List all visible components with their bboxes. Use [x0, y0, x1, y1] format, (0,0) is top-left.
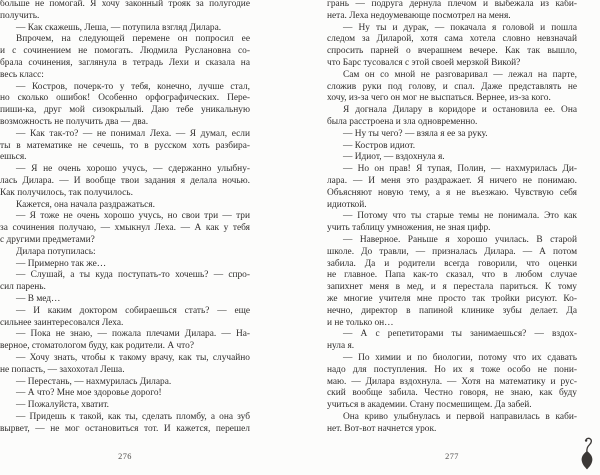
- text-line: — А что? Мне мое здоровье дорого!: [16, 388, 162, 399]
- text-line: — Костров, почерк-то у тебя, конечно, лучше стал,: [16, 81, 250, 92]
- text-line: Кажется, она начала раздражаться.: [16, 199, 155, 210]
- sprout-flourish-icon: [577, 437, 597, 470]
- text-line: с другими предметами?: [0, 234, 95, 245]
- text-line: — Слушай, а ты куда поступать-то хочешь? — спро-: [16, 270, 250, 281]
- text-line: брала сочинения, заглянула в тетрадь Лехи и сказала на: [0, 57, 250, 68]
- page-number-left: 276: [118, 452, 132, 461]
- text-line: — Я тоже не очень хорошо учусь, но свои три — три: [16, 211, 250, 222]
- text-line: — Как так-то? — не понимал Леха. — Я думал, если: [16, 128, 250, 139]
- text-line: — Пожалуйста, хватит.: [16, 400, 110, 411]
- text-line: Она криво улыбнулась и первой направилась в каби-: [343, 411, 577, 422]
- text-line: весь класс:: [0, 69, 44, 80]
- text-line: лась Дилара. — И вообще твои задания я делала ночью.: [0, 175, 250, 186]
- text-line: но сколько ошибок! Особенно орфографических. Пере-: [0, 93, 250, 104]
- text-line: — Примерно так же…: [16, 258, 107, 269]
- text-line: нета. Леха недоумевающе посмотрел на меня.: [327, 10, 511, 21]
- text-line: пиши-ка, друг мой сизокрылый. Даю тебе уникальную: [0, 105, 250, 116]
- text-line: — Ну ты чего? — взяла я ее за руку.: [343, 128, 488, 139]
- text-line: была расстроена и зла одновременно.: [327, 116, 478, 127]
- text-line: и с сочинением не помогать. Людмила Руслановна со-: [0, 46, 250, 57]
- text-line: не попасть, — захохотал Леша.: [0, 364, 125, 375]
- text-line: следом за Диларой, хотя сама хотела словно невзначай: [327, 34, 577, 45]
- text-line: забила. Да и родители всегда говорили, что оценки: [327, 258, 577, 269]
- text-line: — Ну ты и дурак, — покачала я головой и пошла: [343, 22, 577, 33]
- text-line: Дилара потупилась:: [16, 246, 96, 257]
- text-line: за сочинения получаю, — хмыкнул Леха. — А как у тебя: [0, 223, 250, 234]
- text-line: школе. До травли, — призналась Дилара. — А потом: [327, 246, 577, 257]
- text-line: ский вообще забила. Честно говоря, не знаю, как буду: [327, 388, 577, 399]
- left-page-text: [0, 0, 250, 435]
- text-line: сложив руки под голову, и спал. Даже представлять не: [327, 81, 577, 92]
- text-line: — Костров идиот.: [343, 140, 416, 151]
- text-line: грань — подруга дернула плечом и выбежала из каби-: [327, 0, 577, 9]
- text-line: — Идиот, — вздохнула я.: [343, 152, 445, 163]
- page-number-right: 277: [445, 452, 459, 461]
- text-line: и не только он…: [327, 317, 394, 328]
- text-line: Я догнала Дилару в коридоре и остановила ее. Она: [343, 105, 577, 116]
- text-line: Объясняют новую тему, а я не въезжаю. Чувствую себя: [327, 187, 577, 198]
- text-line: нула я.: [327, 341, 355, 352]
- text-line: — Как скажешь, Леша, — потупила взгляд Дилара.: [16, 22, 222, 33]
- text-line: больше не помогай. Я хочу законный трояк за полугодие: [0, 0, 250, 9]
- text-line: получить.: [0, 10, 40, 21]
- text-line: надо для поступления. Но их я тоже особо не пони-: [327, 364, 577, 375]
- right-page-text: [327, 0, 577, 435]
- text-line: сильнее заинтересовался Леха.: [0, 317, 124, 328]
- text-line: нет. Вот-вот начнется урок.: [327, 423, 437, 434]
- text-line: — Потому что ты старые темы не понимала. Это как: [343, 211, 577, 222]
- text-line: — Пока не знаю, — пожала плечами Дилара. — На-: [16, 329, 250, 340]
- text-line: — Перестань, — нахмурилась Дилара.: [16, 376, 172, 387]
- text-line: хочу, из-за чего он мог не выспаться. Вернее, из-за кого.: [327, 93, 551, 104]
- text-line: нечно, директор в папиной клинике зубы делает. Да: [327, 305, 577, 316]
- text-line: Впрочем, на следующей перемене он попросил ее: [16, 34, 250, 45]
- text-line: возможность не получить два — два.: [0, 116, 149, 127]
- text-line: верное, стоматологом буду, как родители. А что?: [0, 341, 194, 352]
- text-line: — И каким доктором собираешься стать? — еще: [16, 305, 250, 316]
- text-line: не главное. Папа как-то сказал, что в любом случае: [327, 270, 577, 281]
- text-line: — В мед…: [16, 293, 61, 304]
- text-line: — Хочу знать, чтобы к такому врачу, как ты, случайно: [16, 352, 250, 363]
- text-line: вырвет, — не мог остановиться тот. И кажется, перешел: [0, 423, 250, 434]
- text-line: спросить парней о вчерашнем вечере. Как так вышло,: [327, 46, 577, 57]
- text-line: ты в математике не сечешь, то в русском хоть разбира-: [0, 140, 250, 151]
- text-line: учиться в академии. Стану посмешищем. Да забей.: [327, 400, 532, 411]
- text-line: что Барс тусовался с этой своей мерзкой Викой?: [327, 57, 521, 68]
- text-line: маю. — Дилара вздохнула. — Хотя на математику и рус-: [327, 376, 577, 387]
- text-line: — По химии и по биологии, потому что их сдавать: [343, 352, 577, 363]
- text-line: лара. — И меня это раздражает. Я ничего не понимаю.: [327, 175, 577, 186]
- text-line: Сам он со мной не разговаривал — лежал на парте,: [343, 69, 577, 80]
- text-line: ешься.: [0, 152, 27, 163]
- text-line: идиоткой.: [327, 199, 367, 210]
- text-line: запихнет меня в мед, и я перестала париться. К тому: [327, 282, 577, 293]
- text-line: учить таблицу умножения, не зная цифр.: [327, 223, 491, 234]
- text-line: — Наверное. Раньше я хорошо училась. В старой: [343, 234, 577, 245]
- text-line: же многие учителя мне просто так тройки рисуют. Ко-: [327, 293, 577, 304]
- text-line: сил парень.: [0, 282, 46, 293]
- text-line: — Но он прав! Я тупая, Полин, — нахмурилась Ди-: [343, 164, 577, 175]
- text-line: — Придешь к такой, как ты, сделать пломбу, а она зуб: [16, 411, 250, 422]
- text-line: — Я не очень хорошо учусь, — сдержанно улыбну-: [16, 164, 250, 175]
- text-line: Как получилось, так получилось.: [0, 187, 133, 198]
- text-line: — А с репетиторами ты занимаешься? — вздох-: [343, 329, 577, 340]
